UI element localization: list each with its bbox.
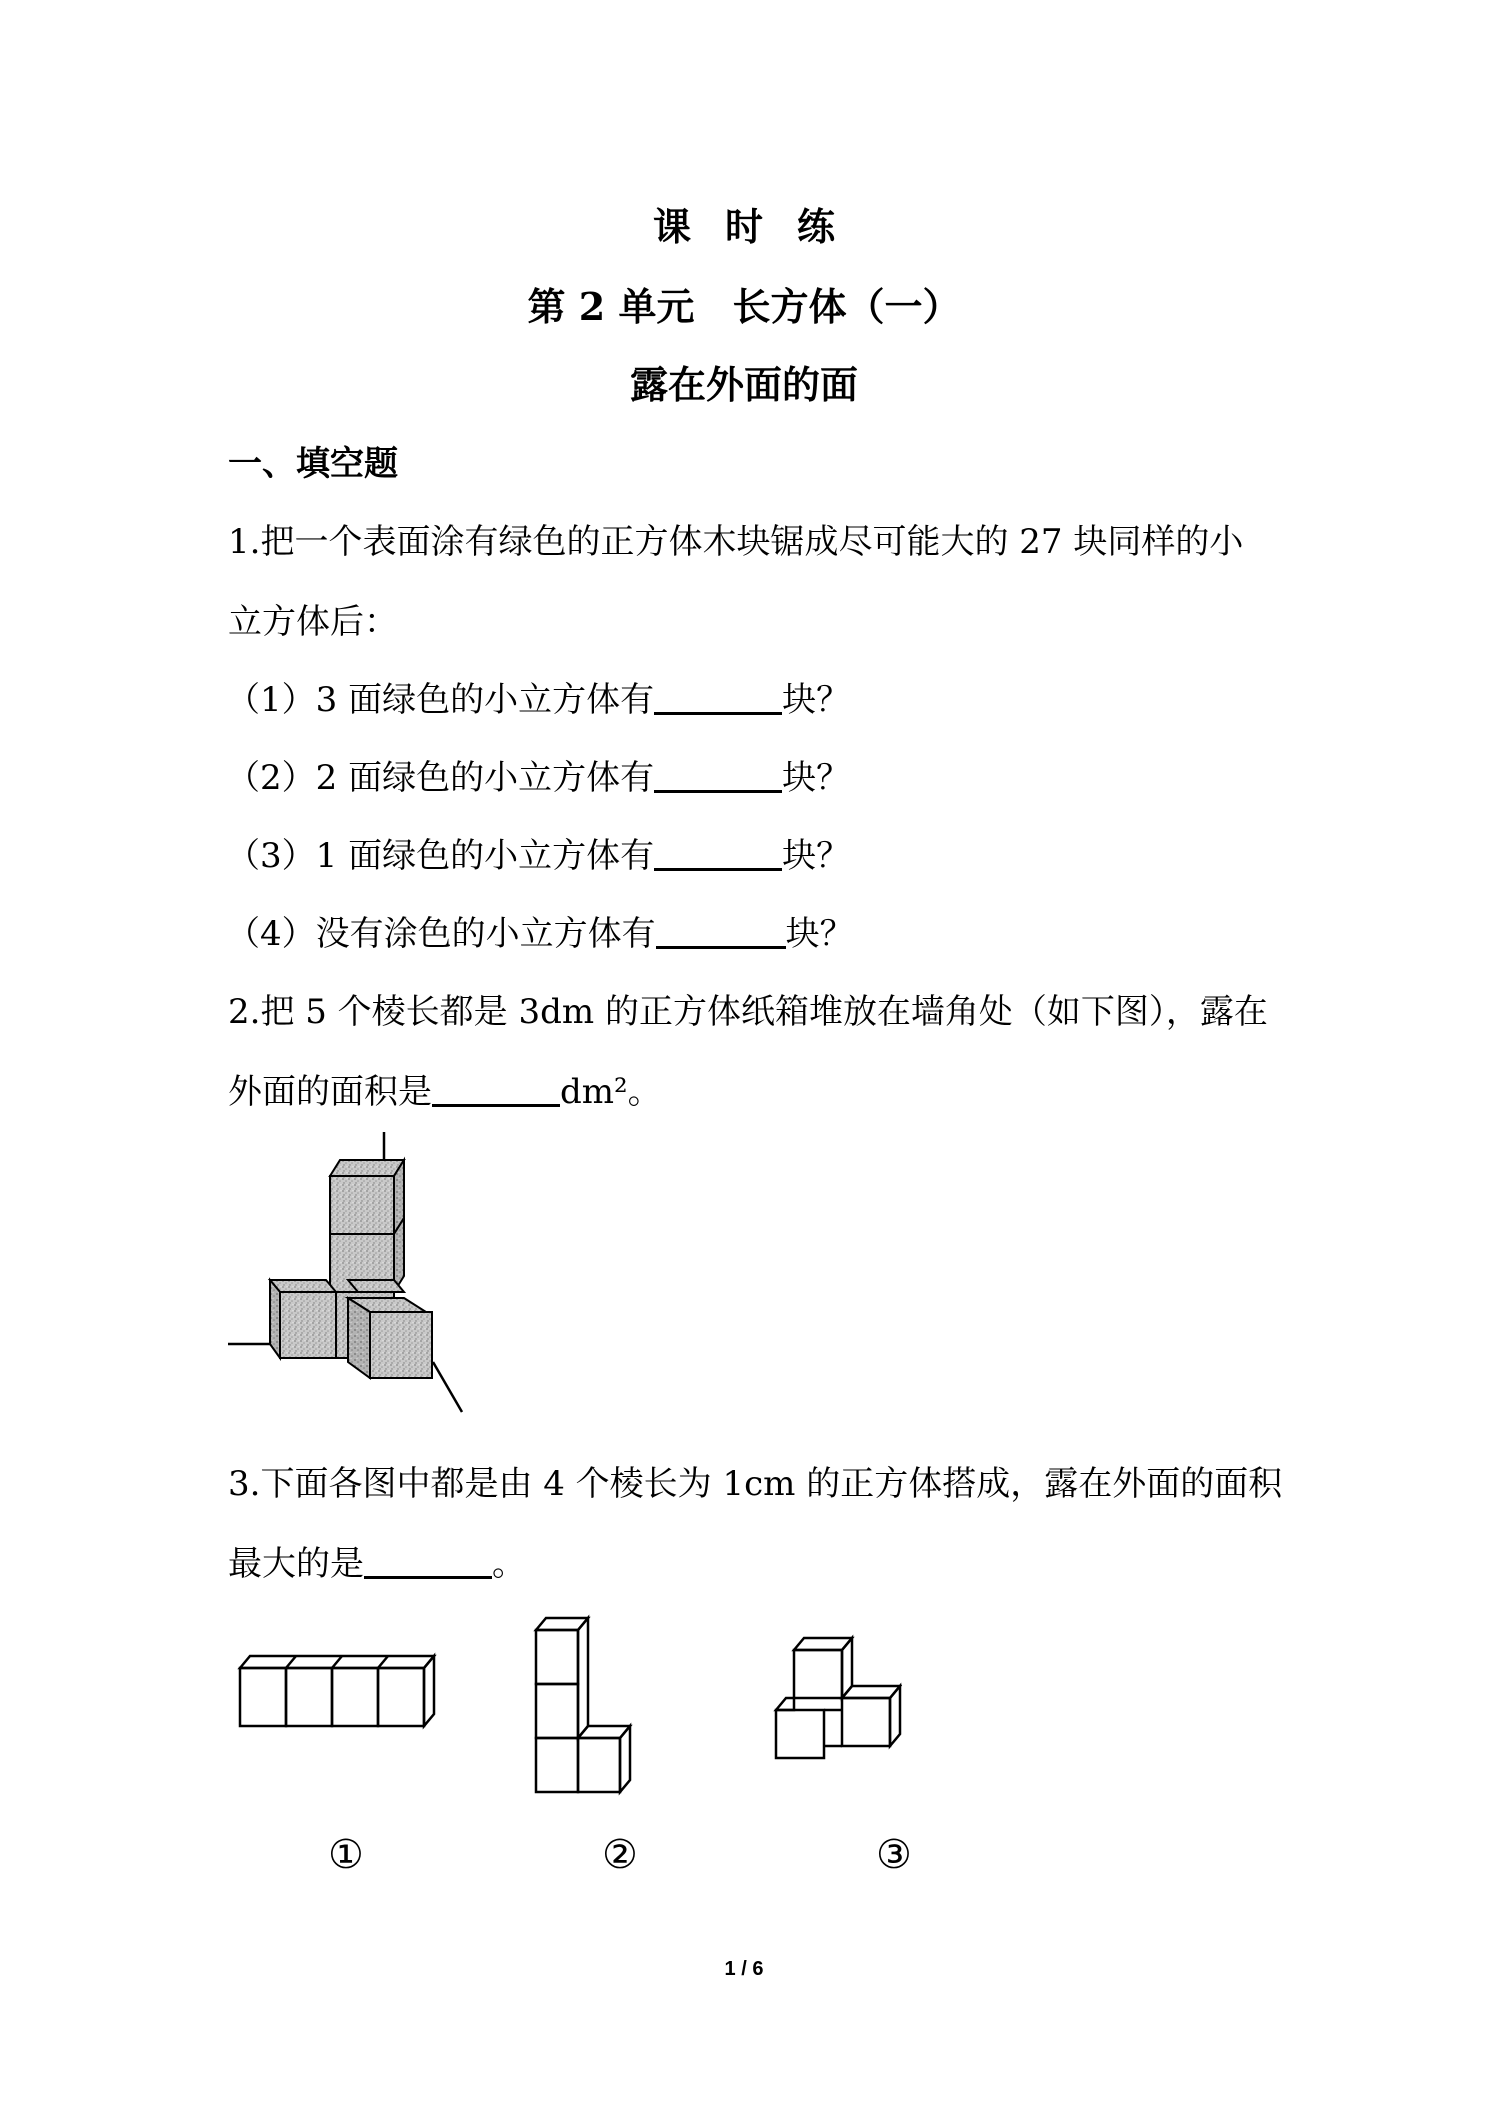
unit-title: 第 2 单元 长方体（一） [527,284,961,329]
q1-part-4-suffix: 块？ [785,914,854,954]
page-number: 1 / 6 [724,1958,764,1980]
q3-text-line1: 3.下面各图中都是由 4 个棱长为 1cm 的正方体搭成，露在外面的面积 [228,1464,1283,1504]
q1-part-3-blank[interactable] [654,834,782,871]
q3-figure-3-step-shape [772,1630,902,1770]
q1-part-1-blank[interactable] [654,678,782,715]
q1-part-4-blank[interactable] [656,912,786,949]
q3-label-1: ① [328,1832,364,1878]
q2-prefix: 外面的面积是 [228,1072,432,1112]
q2-unit: dm²。 [560,1072,662,1112]
q3-suffix: 。 [492,1544,526,1584]
q2-blank[interactable] [432,1070,560,1107]
q1-part-3-prefix: （3）1 面绿色的小立方体有 [226,836,655,876]
page-title: 课时练 [652,204,869,249]
q1-text-line2: 立方体后： [228,602,398,642]
lesson-title: 露在外面的面 [629,362,858,407]
q1-text-line1: 1.把一个表面涂有绿色的正方体木块锯成尽可能大的 27 块同样的小 [228,522,1244,562]
q3-blank[interactable] [364,1542,492,1579]
q1-part-1 [226,672,850,721]
q1-part-2 [226,750,850,799]
q3-label-2: ② [602,1832,638,1878]
q3-text-line2 [228,1536,526,1585]
q2-cube-corner-figure [228,1130,488,1420]
q1-part-3 [226,828,850,877]
q1-part-2-prefix: （2）2 面绿色的小立方体有 [226,758,655,798]
q1-part-2-blank[interactable] [654,756,782,793]
section-heading: 一、填空题 [228,444,398,484]
q1-part-4-prefix: （4）没有涂色的小立方体有 [226,914,656,954]
q1-part-3-suffix: 块？ [782,836,851,876]
q3-prefix: 最大的是 [228,1544,364,1584]
q1-part-1-suffix: 块？ [782,680,851,720]
q3-label-3: ③ [876,1832,912,1878]
q3-figure-2-l-shape [532,1608,652,1798]
q2-text-line2 [228,1064,662,1113]
q1-part-1-prefix: （1）3 面绿色的小立方体有 [226,680,655,720]
q2-text-line1: 2.把 5 个棱长都是 3dm 的正方体纸箱堆放在墙角处（如下图），露在 [228,992,1268,1032]
q1-part-2-suffix: 块？ [782,758,851,798]
q3-figure-1-row [236,1644,442,1740]
q1-part-4 [226,906,854,955]
